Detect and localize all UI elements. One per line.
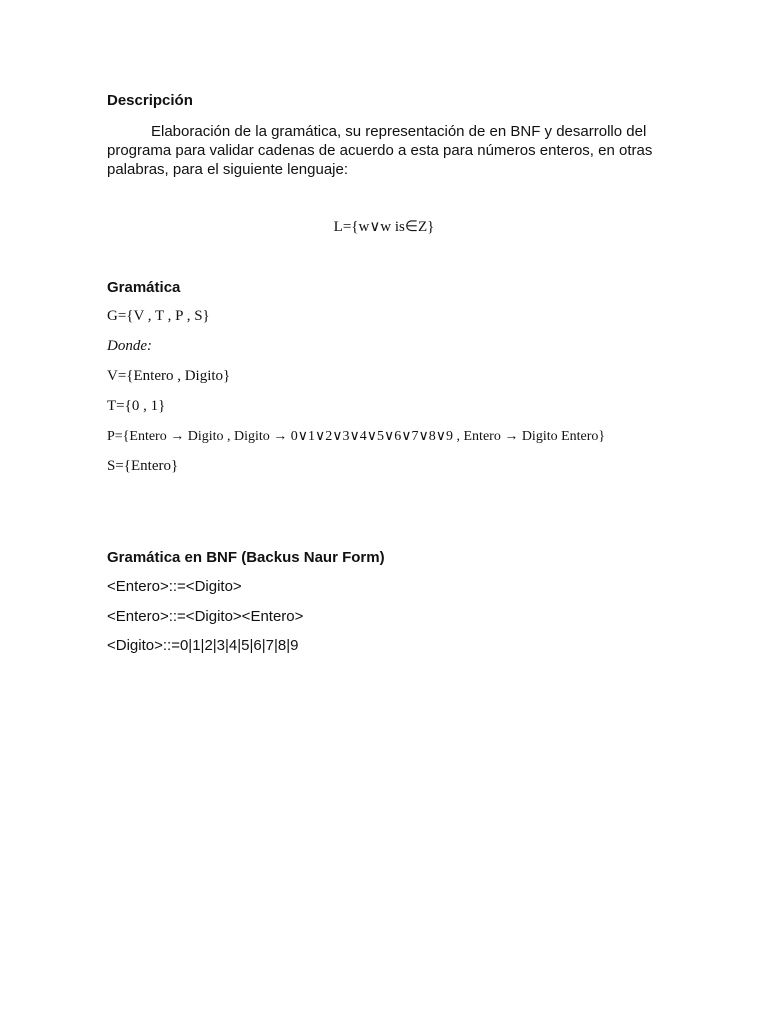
description-line: Elaboración de la gramática, su representación de en BNF y desarrollo del xyxy=(151,123,647,140)
grammar-g-definition: G={V , T , P , S} xyxy=(107,308,210,324)
description-line: palabras, para el siguiente lenguaje: xyxy=(107,161,349,178)
description-line: programa para validar cadenas de acuerdo a esta para números enteros, en otras xyxy=(107,142,653,159)
grammar-v-definition: V={Entero , Digito} xyxy=(107,368,231,384)
description-paragraph xyxy=(107,122,667,179)
bnf-rule: <Digito>::=0|1|2|3|4|5|6|7|8|9 xyxy=(107,637,299,654)
grammar-t-definition: T={0 , 1} xyxy=(107,398,166,414)
bnf-rule: <Entero>::=<Digito><Entero> xyxy=(107,608,304,625)
section-heading-gramatica: Gramática xyxy=(107,279,181,296)
section-heading-bnf: Gramática en BNF (Backus Naur Form) xyxy=(107,549,385,566)
bnf-rule: <Entero>::=<Digito> xyxy=(107,578,242,595)
grammar-p-definition: P={Entero → Digito , Digito → 0∨1∨2∨3∨4∨5∨6∨7∨8∨9 , Entero → Digito Entero} xyxy=(107,429,606,444)
grammar-donde-label: Donde: xyxy=(107,338,152,354)
section-heading-descripcion: Descripción xyxy=(107,92,193,109)
language-formula: L={w∨w is∈Z} xyxy=(333,219,435,235)
grammar-s-definition: S={Entero} xyxy=(107,458,179,474)
